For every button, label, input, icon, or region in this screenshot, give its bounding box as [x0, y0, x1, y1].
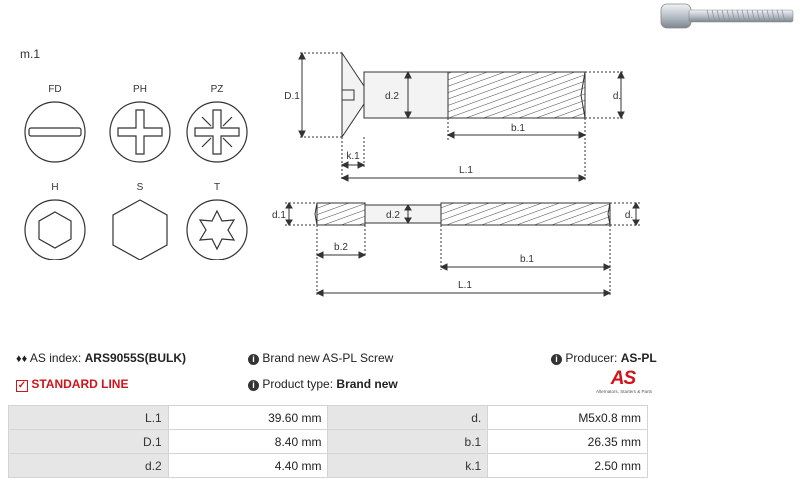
spec-key: d.2	[9, 454, 169, 478]
head-types-diagram	[15, 80, 255, 260]
spec-value: M5x0.8 mm	[488, 406, 648, 430]
head-label-pz: PZ	[210, 84, 224, 95]
spec-key: d.	[328, 406, 488, 430]
producer-label: Producer:	[565, 351, 618, 365]
table-row	[9, 454, 648, 478]
hex-socket-head-icon	[25, 200, 85, 260]
standard-line	[16, 377, 128, 392]
product-type-value: Brand new	[336, 377, 398, 391]
torx-head-icon	[187, 200, 247, 260]
spec-value: 4.40 mm	[168, 454, 328, 478]
producer-value: AS-PL	[620, 351, 657, 365]
spec-value: 39.60 mm	[168, 406, 328, 430]
dim-d: d.	[612, 91, 622, 102]
head-label-h: H	[51, 182, 59, 193]
stud-screw-drawing	[265, 195, 645, 300]
spec-key: D.1	[9, 430, 169, 454]
hex-head-icon	[113, 200, 167, 260]
info-icon: i	[248, 354, 259, 365]
dim2-b2: b.2	[334, 242, 348, 253]
product-type-label: Product type:	[262, 377, 334, 391]
info-icon: i	[551, 354, 562, 365]
info-icon: i	[248, 380, 259, 391]
brand-text: Brand new AS-PL Screw	[262, 351, 394, 365]
spec-key: k.1	[328, 454, 488, 478]
brand-info	[248, 351, 393, 365]
spec-key: b.1	[328, 430, 488, 454]
phillips-head-icon	[110, 102, 170, 162]
as-index	[16, 351, 186, 365]
specs-table	[8, 405, 648, 478]
product-type	[248, 377, 398, 391]
table-row	[9, 430, 648, 454]
standard-line-text: STANDARD LINE	[31, 377, 129, 391]
spec-value: 26.35 mm	[488, 430, 648, 454]
as-index-value: ARS9055S(BULK)	[84, 351, 186, 365]
dim-D1: D.1	[284, 91, 300, 102]
head-label-s: S	[136, 182, 144, 193]
dim2-b1: b.1	[520, 254, 534, 265]
screw-photo	[655, 0, 800, 32]
variant-label: m.1	[20, 47, 41, 61]
dim-L1: L.1	[459, 165, 473, 176]
spec-key: L.1	[9, 406, 169, 430]
spec-value: 8.40 mm	[168, 430, 328, 454]
spec-value: 2.50 mm	[488, 454, 648, 478]
dim-k1: k.1	[346, 151, 360, 162]
dim2-d: d.	[624, 210, 634, 221]
head-label-t: T	[213, 182, 221, 193]
flat-slot-head-icon	[25, 102, 85, 162]
as-index-label: AS index:	[29, 351, 82, 365]
pozidriv-head-icon	[187, 102, 247, 162]
logo-text: AS	[610, 368, 636, 389]
dim2-L1: L.1	[458, 280, 472, 291]
logo-tagline: Alternators, Starters & Parts	[596, 389, 653, 394]
producer-logo	[596, 368, 653, 397]
dim2-d2: d.2	[386, 210, 400, 221]
dim-d2: d.2	[385, 91, 399, 102]
dim-b1: b.1	[511, 123, 525, 134]
head-label-ph: PH	[133, 84, 147, 95]
tags-icon: ♦♦	[16, 353, 28, 365]
head-label-fd: FD	[48, 84, 62, 95]
countersunk-screw-drawing	[280, 45, 640, 190]
checkbox-icon: ✓	[17, 380, 27, 391]
table-row	[9, 406, 648, 430]
dim2-d1: d.1	[272, 210, 286, 221]
producer-info	[551, 351, 657, 365]
